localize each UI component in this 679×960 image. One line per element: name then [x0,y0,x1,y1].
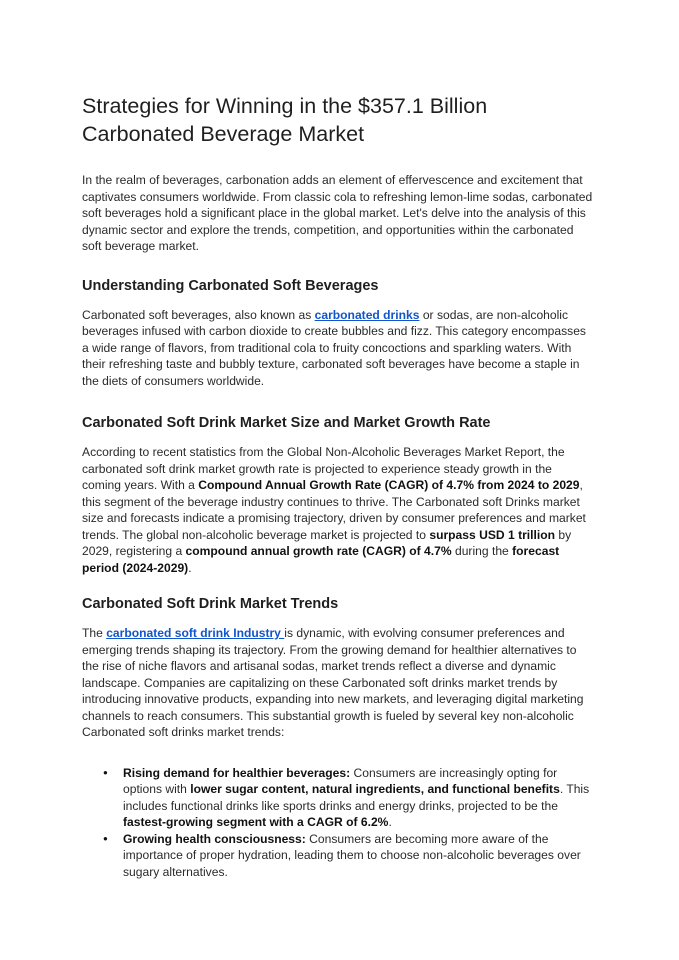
section-heading-understanding: Understanding Carbonated Soft Beverages [82,277,379,294]
paragraph-text: . This includes functional drinks like sports drinks and energy drinks, projected to be the [123,782,590,813]
paragraph-text: . [388,815,392,829]
paragraph-text: According to recent statistics from the Global Non-Alcoholic Beverages Market Report, the carbonated soft drink market growth rate is projected to experience steady growth in the coming years. With a [82,445,565,492]
bold-text: Growing health consciousness: [123,831,306,846]
section-heading-market-size: Carbonated Soft Drink Market Size and Market Growth Rate [82,415,491,431]
bold-text: Compound Annual Growth Rate (CAGR) of 4.7% from 2024 to 2029 [198,478,580,492]
bold-text: fastest-growing segment with a CAGR of 6.2% [123,815,389,829]
bold-text: Rising demand for healthier beverages: [123,765,351,780]
bold-text: compound annual growth rate (CAGR) of 4.7% [185,544,452,558]
carbonated-drinks-link[interactable]: carbonated drinks [314,307,420,322]
document-content [82,92,594,880]
paragraph-text: . [188,560,192,575]
list-item [123,765,594,831]
paragraph-text: Consumers are becoming more aware of the importance of proper hydration, leading them to choose non-alcoholic beverages over sugary alternatives. [123,831,581,879]
bold-text: surpass USD 1 trillion [429,527,556,542]
paragraph-text: or sodas, are non-alcoholic beverages infused with carbon dioxide to create bubbles and fizz. This category encompasses a wide range of flavors, from traditional cola to fruity concoctions and sparkling waters. With their refreshing taste and bubbly texture, carbonated soft beverages have become a staple in the diets of consumers worldwide. [82,307,586,388]
section-market-size-paragraph [82,444,594,576]
section-heading-trends: Carbonated Soft Drink Market Trends [82,596,339,612]
list-item [123,831,594,881]
paragraph-text: by 2029, registering a [82,527,572,558]
section-understanding-paragraph [82,307,594,390]
bold-text: forecast period (2024-2029) [82,544,560,575]
paragraph-text: is dynamic, with evolving consumer preferences and emerging trends shaping its trajectory. From the growing demand for healthier alternatives to the rise of niche flavors and artisanal sodas, market trends reflect a diverse and dynamic landscape. Companies are capitalizing on these Carbonated soft drinks market trends by introducing innovative products, expanding into new markets, and leveraging digital marketing channels to reach consumers. This substantial growth is fueled by several key non-alcoholic Carbonated soft drinks market trends: [82,626,584,739]
carbonated-soft-drink-industry-link[interactable]: carbonated soft drink Industry [106,626,285,640]
paragraph-text: The [82,626,107,640]
page-title: Strategies for Winning in the $357.1 Billion Carbonated Beverage Market [82,94,488,146]
intro-paragraph: In the realm of beverages, carbonation adds an element of effervescence and excitement that captivates consumers worldwide. From classic cola to refreshing lemon-lime sodas, carbonated soft beverages hold a significant place in the global market. Let's delve into the analysis of this dynamic sector and explore the trends, competition, and opportunities within the carbonated soft beverage market. [82,173,593,253]
paragraph-text: , this segment of the beverage industry continues to thrive. The Carbonated soft Drinks market size and forecasts indicate a promising trajectory, driven by consumer preferences and market trends. The global non-alcoholic beverage market is projected to [82,478,586,542]
paragraph-text: during the [451,544,513,558]
trends-bullet-list [82,765,594,881]
section-trends-paragraph [82,625,594,741]
paragraph-text: Carbonated soft beverages, also known as [82,307,315,322]
paragraph-text: Consumers are increasingly opting for options with [123,765,558,796]
bold-text: lower sugar content, natural ingredients, and functional benefits [190,782,560,796]
